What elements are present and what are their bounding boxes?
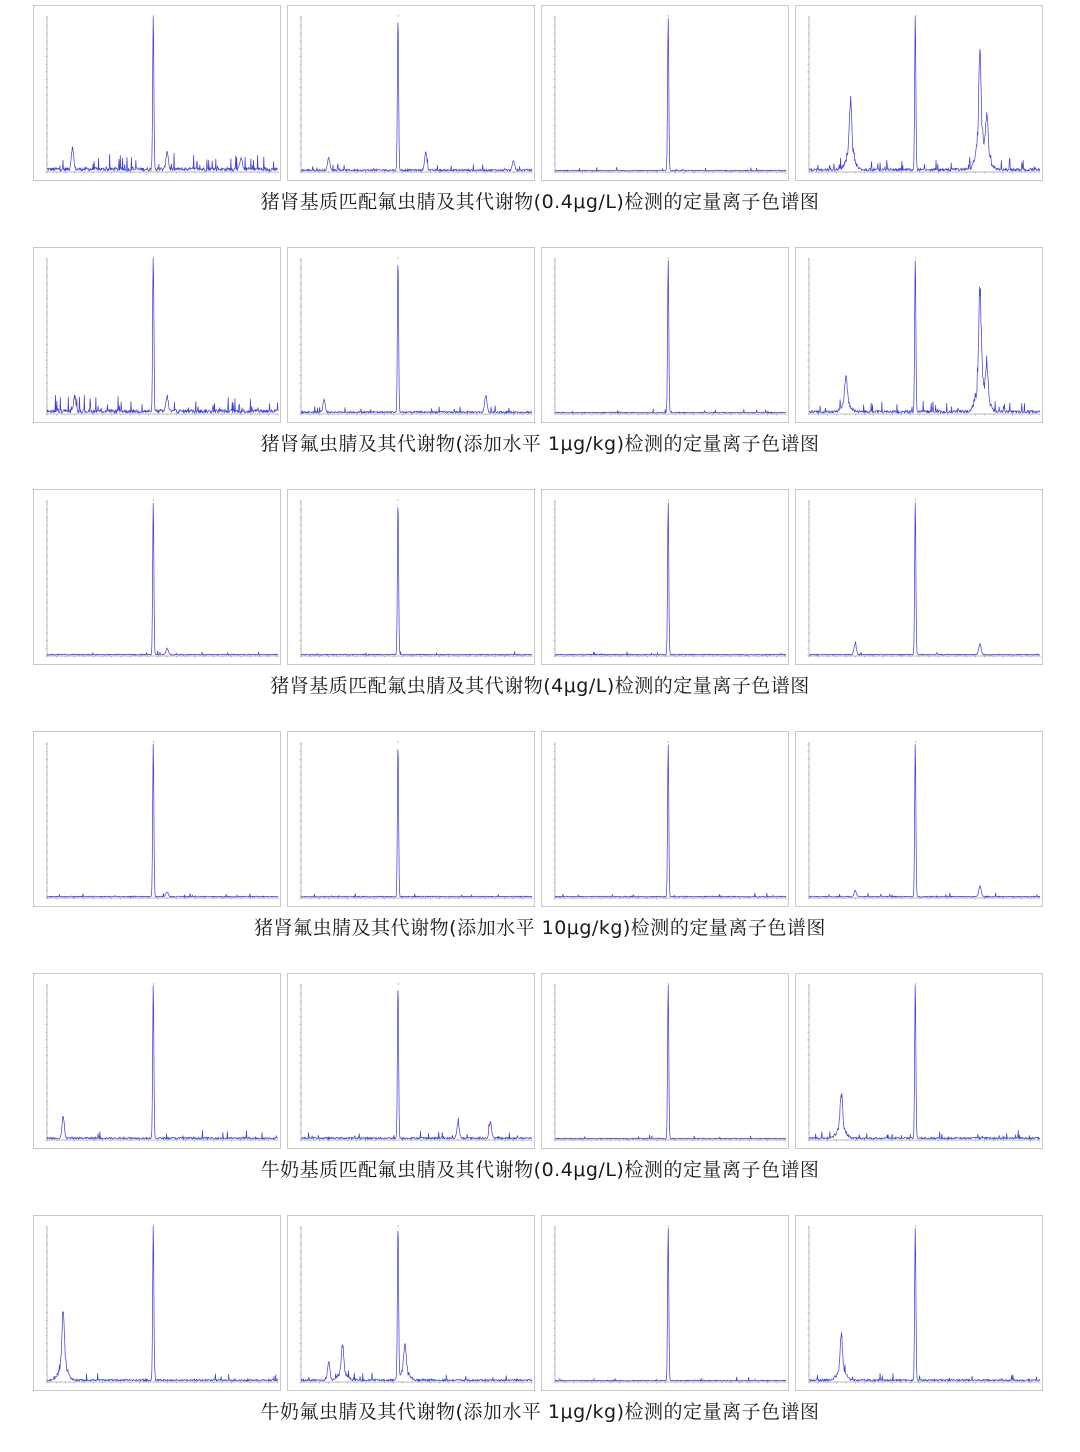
figure-caption: 猪肾氟虫腈及其代谢物(添加水平 1μg/kg)检测的定量离子色谱图 — [260, 433, 820, 455]
chromatogram-svg — [288, 490, 534, 664]
chromatogram-svg — [288, 732, 534, 906]
chromatogram-svg — [288, 974, 534, 1148]
chromatogram-svg — [796, 6, 1042, 180]
chromatogram-panel — [287, 1215, 535, 1391]
chromatogram-svg — [288, 1216, 534, 1390]
chromatogram-svg — [796, 248, 1042, 422]
figure-caption: 猪肾基质匹配氟虫腈及其代谢物(4μg/L)检测的定量离子色谱图 — [270, 675, 810, 697]
chromatogram-panel — [33, 1215, 281, 1391]
chromatogram-trace — [809, 261, 1040, 413]
chromatogram-panel — [795, 731, 1043, 907]
figure-caption: 猪肾基质匹配氟虫腈及其代谢物(0.4μg/L)检测的定量离子色谱图 — [260, 191, 820, 213]
chromatogram-trace — [301, 507, 532, 655]
chromatogram-trace — [555, 18, 786, 171]
chromatogram-svg — [542, 732, 788, 906]
chromatogram-svg — [542, 974, 788, 1148]
chromatogram-trace — [301, 990, 532, 1139]
chromatogram-trace — [809, 985, 1040, 1139]
chromatogram-svg — [796, 732, 1042, 906]
chromatogram-panel — [795, 5, 1043, 181]
chromatogram-panel — [541, 1215, 789, 1391]
chromatogram-panel — [795, 973, 1043, 1149]
chromatogram-trace — [809, 17, 1040, 172]
chromatogram-trace — [301, 1231, 532, 1381]
chromatogram-panel — [795, 247, 1043, 423]
chromatogram-row — [0, 242, 1080, 484]
chromatogram-row — [0, 1210, 1080, 1452]
chromatogram-panel — [287, 247, 535, 423]
chromatogram-svg — [34, 732, 280, 906]
chromatogram-trace — [47, 744, 278, 897]
chromatogram-svg — [34, 248, 280, 422]
chromatogram-trace — [301, 265, 532, 413]
figure-caption: 猪肾氟虫腈及其代谢物(添加水平 10μg/kg)检测的定量离子色谱图 — [254, 917, 826, 939]
chromatogram-svg — [34, 1216, 280, 1390]
chromatogram-svg — [796, 490, 1042, 664]
chromatogram-panel — [541, 5, 789, 181]
chromatogram-panel — [287, 5, 535, 181]
chromatogram-trace — [555, 503, 786, 655]
figure-caption: 牛奶基质匹配氟虫腈及其代谢物(0.4μg/L)检测的定量离子色谱图 — [260, 1159, 820, 1181]
chromatogram-panel — [287, 489, 535, 665]
chromatogram-row — [0, 726, 1080, 968]
chromatogram-trace — [47, 503, 278, 655]
chromatogram-panel — [33, 489, 281, 665]
chromatogram-svg — [542, 1216, 788, 1390]
chromatogram-trace — [47, 16, 278, 171]
chromatogram-trace — [809, 744, 1040, 897]
chromatogram-svg — [288, 6, 534, 180]
chromatogram-trace — [47, 1226, 278, 1381]
chromatogram-trace — [809, 1228, 1040, 1381]
chromatogram-panel — [795, 1215, 1043, 1391]
chromatogram-panel — [795, 489, 1043, 665]
chromatogram-trace — [47, 258, 278, 413]
chromatogram-panel — [287, 731, 535, 907]
chromatogram-panel — [33, 973, 281, 1149]
figure-caption: 牛奶氟虫腈及其代谢物(添加水平 1μg/kg)检测的定量离子色谱图 — [260, 1401, 820, 1423]
chromatogram-trace — [555, 1228, 786, 1381]
chromatogram-svg — [796, 974, 1042, 1148]
chromatogram-svg — [34, 974, 280, 1148]
chromatogram-trace — [555, 260, 786, 413]
chromatogram-trace — [809, 502, 1040, 655]
chromatogram-trace — [555, 985, 786, 1139]
chromatogram-panel — [33, 5, 281, 181]
chromatogram-trace — [555, 745, 786, 898]
chromatogram-row — [0, 0, 1080, 242]
chromatogram-panel — [541, 973, 789, 1149]
chromatogram-panel — [33, 731, 281, 907]
chromatogram-svg — [542, 6, 788, 180]
chromatogram-svg — [34, 490, 280, 664]
chromatogram-panel — [541, 247, 789, 423]
chromatogram-trace — [47, 986, 278, 1139]
chromatogram-panel — [541, 489, 789, 665]
chromatogram-trace — [301, 749, 532, 897]
chromatogram-panel — [33, 247, 281, 423]
chromatogram-panel — [287, 973, 535, 1149]
chromatogram-row — [0, 484, 1080, 726]
chromatogram-svg — [542, 490, 788, 664]
chromatogram-trace — [301, 23, 532, 172]
chromatogram-svg — [796, 1216, 1042, 1390]
chromatogram-svg — [288, 248, 534, 422]
chromatogram-panel — [541, 731, 789, 907]
chromatogram-svg — [542, 248, 788, 422]
chromatogram-row — [0, 968, 1080, 1210]
chromatogram-svg — [34, 6, 280, 180]
